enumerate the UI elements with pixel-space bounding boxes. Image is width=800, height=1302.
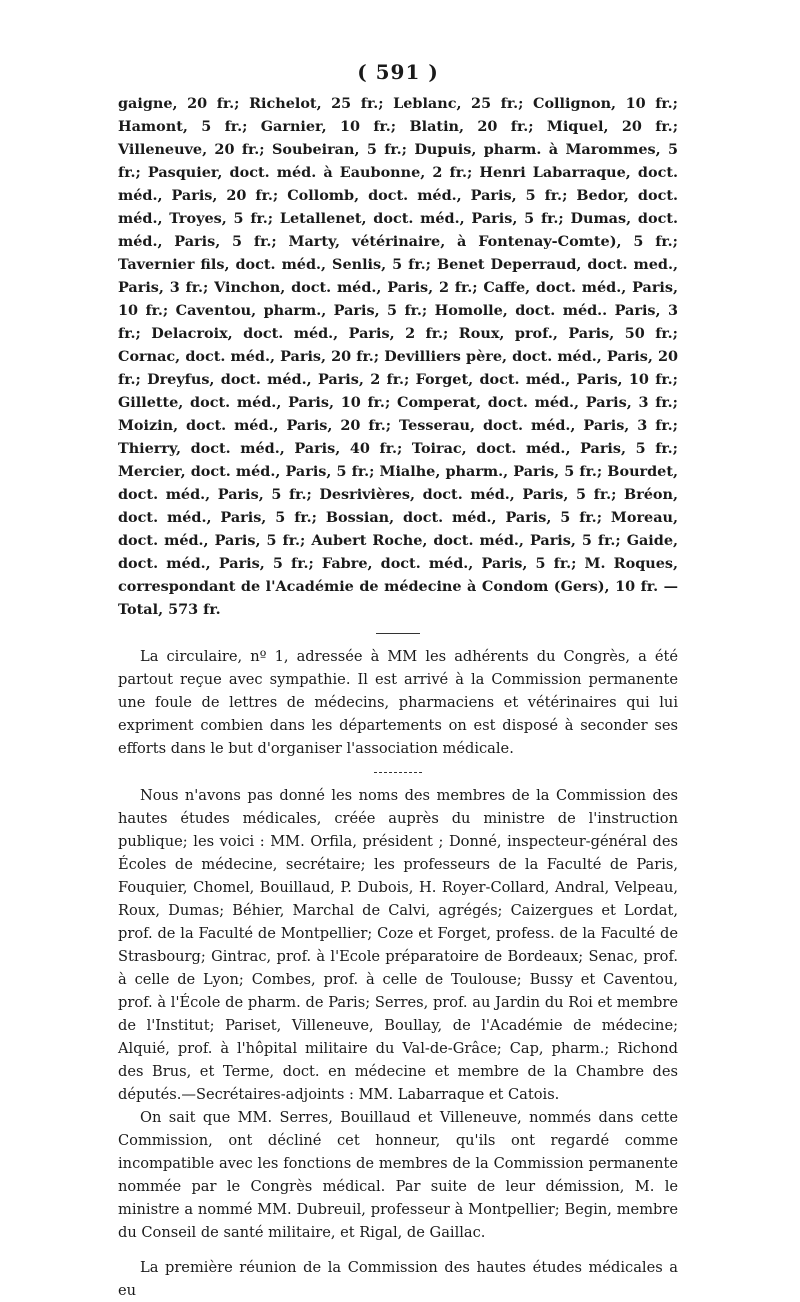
paragraph-spacer (118, 1244, 678, 1256)
document-page (118, 58, 678, 1302)
section-divider (376, 633, 420, 634)
page-number: ( 591 ) (357, 60, 439, 84)
section-divider-dashed (374, 772, 422, 773)
resignation-paragraph: On sait que MM. Serres, Bouillaud et Villeneuve, nommés dans cette Commission, ont décliné cet honneur, qu'ils ont regardé comme incompatible avec les fonctions de membres de la Commission permanente nommée par le Congrès médical. Par suite de leur démission, M. le ministre a nommé MM. Dubreuil, professeur à Montpellier; Begin, membre du Conseil de santé militaire, et Rigal, de Gaillac. (118, 1109, 678, 1241)
subscription-list-paragraph: gaigne, 20 fr.; Richelot, 25 fr.; Leblanc, 25 fr.; Collignon, 10 fr.; Hamont, 5 fr.; Garnier, 10 fr.; Blatin, 20 fr.; Miquel, 20 fr.; Villeneuve, 20 fr.; Soubeiran, 5 fr.; Dupuis, pharm. à Marommes, 5 fr.; Pasquier, doct. méd. à Eaubonne, 2 fr.; Henri Labarraque, doct. méd., Paris, 20 fr.; Collomb, doct. méd., Paris, 5 fr.; Bedor, doct. méd., Troyes, 5 fr.; Letallenet, doct. méd., Paris, 5 fr.; Dumas, doct. méd., Paris, 5 fr.; Marty, vétérinaire, à Fontenay-Comte), 5 fr.; Tavernier fils, doct. méd., Senlis, 5 fr.; Benet Deperraud, doct. med., Paris, 3 fr.; Vinchon, doct. méd., Paris, 2 fr.; Caffe, doct. méd., Paris, 10 fr.; Caventou, pharm., Paris, 5 fr.; Homolle, doct. méd.. Paris, 3 fr.; Delacroix, doct. méd., Paris, 2 fr.; Roux, prof., Paris, 50 fr.; Cornac, doct. méd., Paris, 20 fr.; Devilliers père, doct. méd., Paris, 20 fr.; Dreyfus, doct. méd., Paris, 2 fr.; Forget, doct. méd., Paris, 10 fr.; Gillette, doct. méd., Paris, 10 fr.; Comperat, doct. méd., Paris, 3 fr.; Moizin, doct. méd., Paris, 20 fr.; Tesserau, doct. méd., Paris, 3 fr.; Thierry, doct. méd., Paris, 40 fr.; Toirac, doct. méd., Paris, 5 fr.; Mercier, doct. méd., Paris, 5 fr.; Mialhe, pharm., Paris, 5 fr.; Bourdet, doct. méd., Paris, 5 fr.; Desrivières, doct. méd., Paris, 5 fr.; Bréon, doct. méd., Paris, 5 fr.; Bossian, doct. méd., Paris, 5 fr.; Moreau, doct. méd., Paris, 5 fr.; Aubert Roche, doct. méd., Paris, 5 fr.; Gaide, doct. méd., Paris, 5 fr.; Fabre, doct. méd., Paris, 5 fr.; M. Roques, correspondant de l'Académie de médecine à Condom (Gers), 10 fr. — Total, 573 fr. (118, 95, 678, 618)
first-meeting-paragraph: La première réunion de la Commission des hautes études médicales a eu (118, 1259, 678, 1299)
commission-members-paragraph: Nous n'avons pas donné les noms des membres de la Commission des hautes études médicales, créée auprès du ministre de l'instruction publique; les voici : MM. Orfila, président ; Donné, inspecteur-général des Écoles de médecine, secrétaire; les professeurs de la Faculté de Paris, Fouquier, Chomel, Bouillaud, P. Dubois, H. Royer-Collard, Andral, Velpeau, Roux, Dumas; Béhier, Marchal de Calvi, agrégés; Caizergues et Lordat, prof. de la Faculté de Montpellier; Coze et Forget, profess. de la Faculté de Strasbourg; Gintrac, prof. à l'Ecole préparatoire de Bordeaux; Senac, prof. à celle de Lyon; Combes, prof. à celle de Toulouse; Bussy et Caventou, prof. à l'École de pharm. de Paris; Serres, prof. au Jardin du Roi et membre de l'Institut; Pariset, Villeneuve, Boullay, de l'Académie de médecine; Alquié, prof. à l'hôpital militaire du Val-de-Grâce; Cap, pharm.; Richond des Brus, et Terme, doct. en médecine et membre de la Chambre des députés.—Secrétaires-adjoints : MM. Labarraque et Catois. (118, 787, 678, 1103)
circulaire-paragraph: La circulaire, nº 1, adressée à MM les adhérents du Congrès, a été partout reçue avec sympathie. Il est arrivé à la Commission permanente une foule de lettres de médecins, pharmaciens et vétérinaires qui lui expriment combien dans les départements on est disposé à seconder ses efforts dans le but d'organiser l'association médicale. (118, 648, 678, 757)
